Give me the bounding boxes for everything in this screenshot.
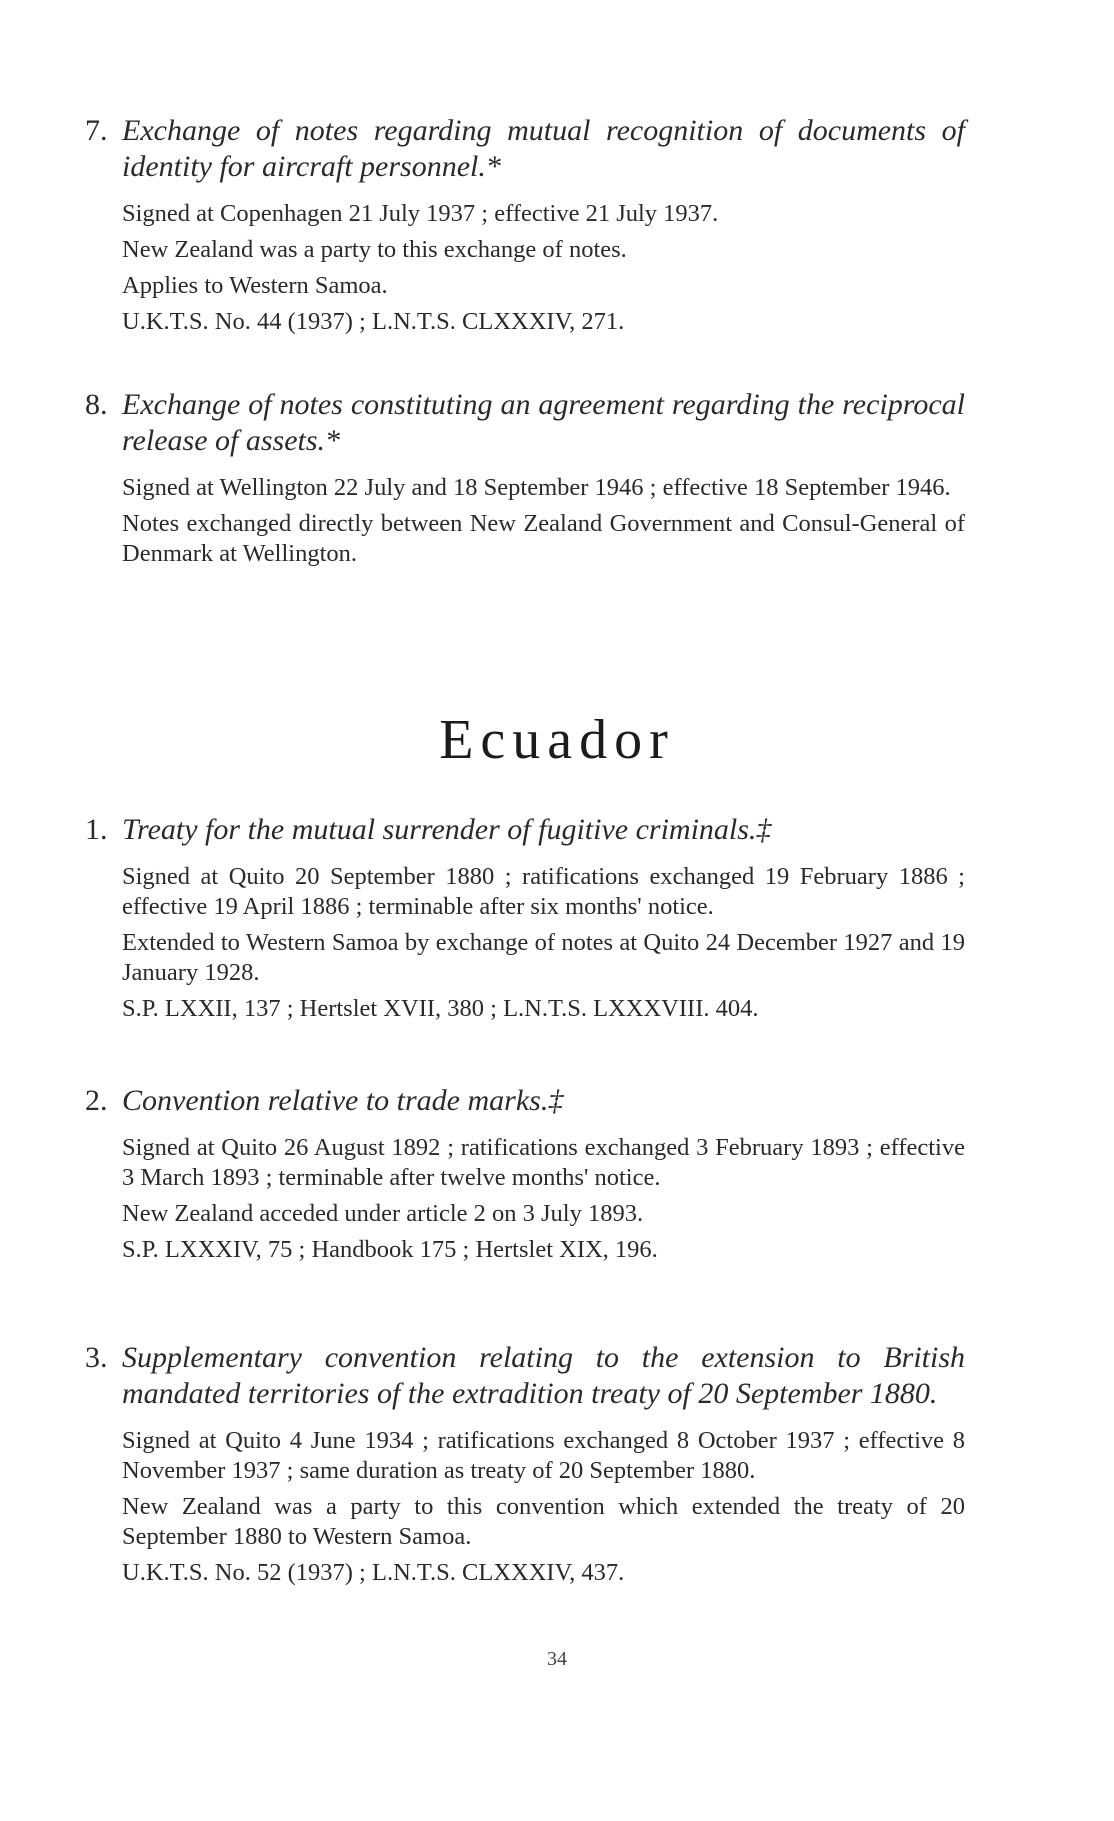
entry-title: Treaty for the mutual surrender of fugitive criminals.‡ xyxy=(122,813,772,846)
entry-heading xyxy=(85,113,965,185)
entry-heading xyxy=(85,1340,965,1412)
entry-paragraph: S.P. LXXII, 137 ; Hertslet XVII, 380 ; L.N.T.S. LXXXVIII. 404. xyxy=(122,995,759,1022)
entry-title: Convention relative to trade marks.‡ xyxy=(122,1084,564,1117)
entry-paragraph: Notes exchanged directly between New Zealand Government and Consul-General of Denmark at Wellington. xyxy=(122,510,965,567)
entry-heading xyxy=(85,387,965,459)
entry-number: 2. xyxy=(85,1084,108,1117)
entry-paragraph: New Zealand acceded under article 2 on 3 July 1893. xyxy=(122,1200,644,1227)
entry-title: Exchange of notes regarding mutual recognition of documents of identity for aircraft personnel.* xyxy=(122,114,965,183)
entry-number: 3. xyxy=(85,1341,108,1374)
page-number: 34 xyxy=(547,1648,567,1670)
entry-title: Exchange of notes constituting an agreement regarding the reciprocal release of assets.* xyxy=(122,388,965,457)
entry-paragraph: U.K.T.S. No. 44 (1937) ; L.N.T.S. CLXXXIV, 271. xyxy=(122,308,625,335)
entry-number: 8. xyxy=(85,388,108,421)
entry-paragraph: Signed at Quito 26 August 1892 ; ratifications exchanged 3 February 1893 ; effective 3 March 1893 ; terminable after twelve months' notice. xyxy=(122,1134,965,1191)
entry-number: 1. xyxy=(85,813,108,846)
entry-paragraph: Signed at Copenhagen 21 July 1937 ; effective 21 July 1937. xyxy=(122,200,719,227)
entry-title: Supplementary convention relating to the extension to British mandated territories of the extradition treaty of 20 September 1880. xyxy=(122,1341,965,1410)
entry-paragraph: Applies to Western Samoa. xyxy=(122,272,388,299)
entry-paragraph: Extended to Western Samoa by exchange of notes at Quito 24 December 1927 and 19 January 1928. xyxy=(122,929,965,986)
treaty-entry xyxy=(85,113,965,337)
entry-heading xyxy=(85,1083,965,1119)
entry-paragraph: New Zealand was a party to this exchange of notes. xyxy=(122,236,627,263)
treaty-entry xyxy=(85,387,965,569)
treaty-entry xyxy=(85,1083,965,1265)
entry-paragraph: Signed at Quito 4 June 1934 ; ratifications exchanged 8 October 1937 ; effective 8 November 1937 ; same duration as treaty of 20 September 1880. xyxy=(122,1427,965,1484)
entry-paragraph: New Zealand was a party to this convention which extended the treaty of 20 September 1880 to Western Samoa. xyxy=(122,1493,965,1550)
entry-paragraph: U.K.T.S. No. 52 (1937) ; L.N.T.S. CLXXXIV, 437. xyxy=(122,1559,625,1586)
entry-paragraph: Signed at Quito 20 September 1880 ; ratifications exchanged 19 February 1886 ; effective 19 April 1886 ; terminable after six months' notice. xyxy=(122,863,965,920)
entry-paragraph: Signed at Wellington 22 July and 18 September 1946 ; effective 18 September 1946. xyxy=(122,474,951,501)
entry-heading xyxy=(85,812,965,848)
treaty-entry xyxy=(85,812,965,1024)
treaty-entry xyxy=(85,1340,965,1588)
entry-paragraph: S.P. LXXXIV, 75 ; Handbook 175 ; Hertslet XIX, 196. xyxy=(122,1236,658,1263)
entry-number: 7. xyxy=(85,114,108,147)
country-heading: Ecuador xyxy=(439,709,675,771)
